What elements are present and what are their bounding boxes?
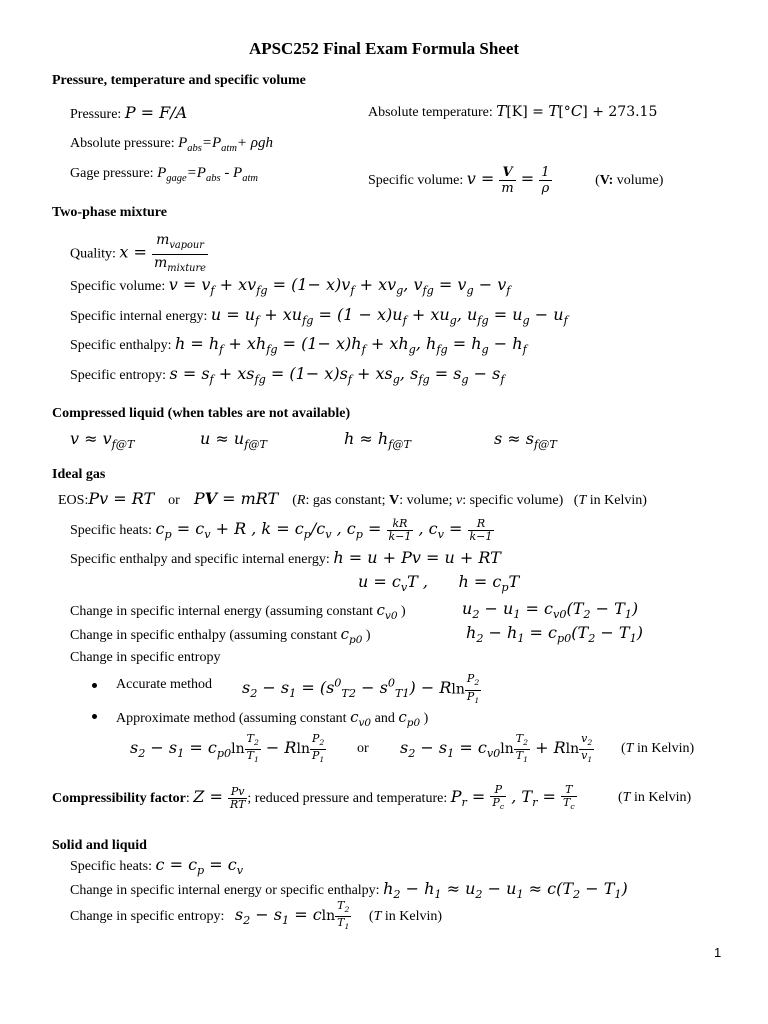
compressed-u: $u \approx u_{f@T}$	[200, 429, 267, 452]
or-text: or	[357, 741, 369, 756]
compressibility-factor-line: Compressibility factor: Z = $\frac{Pv}{RT}$ ; reduced pressure and temperature: $P_r$ = $\frac{P}{P_c}$ , $T_r$ = $\frac{T}{T_c}$	[52, 783, 575, 812]
section-heading-ideal-gas: Ideal gas	[52, 467, 106, 482]
solid-liquid-change-energy: Change in specific internal energy or specific enthalpy: $h_2 - h_1 \approx u_2 - u_1 \approx c(T_2 - T_1)$	[70, 879, 628, 902]
absolute-pressure-formula: Absolute pressure: $P_{abs}=P_{atm}+ \rho gh$	[70, 135, 273, 154]
section-heading-solid-liquid: Solid and liquid	[52, 838, 147, 853]
ideal-gas-u-h: $u = c_vT$ , $h = c_pT$	[358, 572, 520, 595]
two-phase-enthalpy: Specific enthalpy: $h = h_f + xh_{fg} = (1- x)h_f + xh_g$, $h_{fg} = h_g - h_f$	[70, 334, 527, 357]
page-title: APSC252 Final Exam Formula Sheet	[248, 39, 520, 58]
specific-volume-formula: Specific volume: v = $\frac{V}{m}$ = $\frac{1}{\rho}$ (V: volume)	[368, 165, 664, 197]
quality-formula: Quality: x = $\frac{m_{vapour}}{m_{mixture}}$	[70, 232, 206, 274]
bullet-approximate	[92, 714, 97, 719]
change-internal-energy-label: Change in specific internal energy (assuming constant $c_{v0}$ )	[70, 601, 406, 622]
two-phase-specific-volume: Specific volume: $v = v_f + xv_{fg} = (1- x)v_f + xv_g$, $v_{fg} = v_g - v_f$	[70, 275, 511, 298]
accurate-method-label: Accurate method	[116, 677, 213, 692]
absolute-temperature-formula: Absolute temperature: T[K] = T[°C] + 273.15	[368, 102, 658, 120]
approximate-formula-cv: $s_2 - s_1 = c_{v0}\ln$ $\frac{T_2}{T_1}$ + Rln $\frac{v_2}{v_1}$	[400, 732, 593, 765]
change-entropy-label: Change in specific entropy	[70, 650, 221, 665]
two-phase-internal-energy: Specific internal energy: $u = u_f + xu_{fg} = (1 - x)u_f + xu_g$, $u_{fg} = u_g - u_f$	[70, 305, 568, 328]
two-phase-entropy: Specific entropy: $s = s_f + xs_{fg} = (1- x)s_f + xs_g$, $s_{fg} = s_g - s_f$	[70, 364, 505, 387]
page-number: 1	[714, 945, 722, 960]
ideal-gas-enthalpy-energy: Specific enthalpy and specific internal energy: h = u + Pv = u + RT	[70, 548, 501, 567]
change-enthalpy-label: Change in specific enthalpy (assuming constant $c_{p0}$ )	[70, 625, 371, 646]
eos-formula: EOS:Pv = RT or PV = mRT (R: gas constant; V: volume; v: specific volume) (T in Kelvin)	[58, 489, 647, 508]
approximate-formula-cp: $s_2 - s_1 = c_{p0}\ln$ $\frac{T_2}{T_1}$ − Rln $\frac{P_2}{P_1}$	[130, 732, 325, 765]
compressed-v: $v \approx v_{f@T}$	[70, 429, 135, 452]
change-enthalpy-formula: $h_2 - h_1 = c_{p0}(T_2 - T_1)$	[466, 623, 643, 646]
section-heading-compressed-liquid: Compressed liquid (when tables are not available)	[52, 406, 351, 421]
approximate-method-label: Approximate method (assuming constant $c_{v0}$ and $c_{p0}$ )	[116, 708, 429, 729]
section-heading-pressure: Pressure, temperature and specific volume	[52, 73, 306, 88]
solid-liquid-change-entropy: Change in specific entropy: $s_2 - s_1 = cln$ $\frac{T_2}{T_1}$ (T in Kelvin)	[70, 899, 443, 932]
compressed-s: $s \approx s_{f@T}$	[494, 429, 557, 452]
gage-pressure-formula: Gage pressure: $P_{gage}=P_{abs} - P_{atm}$	[70, 165, 258, 184]
section-heading-two-phase: Two-phase mixture	[52, 205, 167, 220]
kelvin-note-approx: (T in Kelvin)	[621, 741, 695, 756]
ideal-gas-specific-heats: Specific heats: $c_p = c_v + R$ , $k = c_p/c_v$ , $c_p$ = $\frac{kR}{k-1}$ , $c_v$ = $\frac{R}{k-1}$	[70, 517, 493, 544]
pressure-formula: Pressure: P = F/A	[70, 103, 188, 122]
kelvin-note-compressibility: (T in Kelvin)	[618, 790, 692, 805]
change-internal-energy-formula: $u_2 - u_1 = c_{v0}(T_2 - T_1)$	[462, 599, 639, 622]
compressed-h: $h \approx h_{f@T}$	[344, 429, 411, 452]
solid-liquid-specific-heats: Specific heats: $c = c_p = c_v$	[70, 855, 244, 878]
bullet-accurate	[92, 683, 97, 688]
accurate-method-formula: $s_2 - s_1 = (s^0_{T2} - s^0_{T1}) - Rln$ $\frac{P_2}{P_1}$	[242, 672, 480, 705]
